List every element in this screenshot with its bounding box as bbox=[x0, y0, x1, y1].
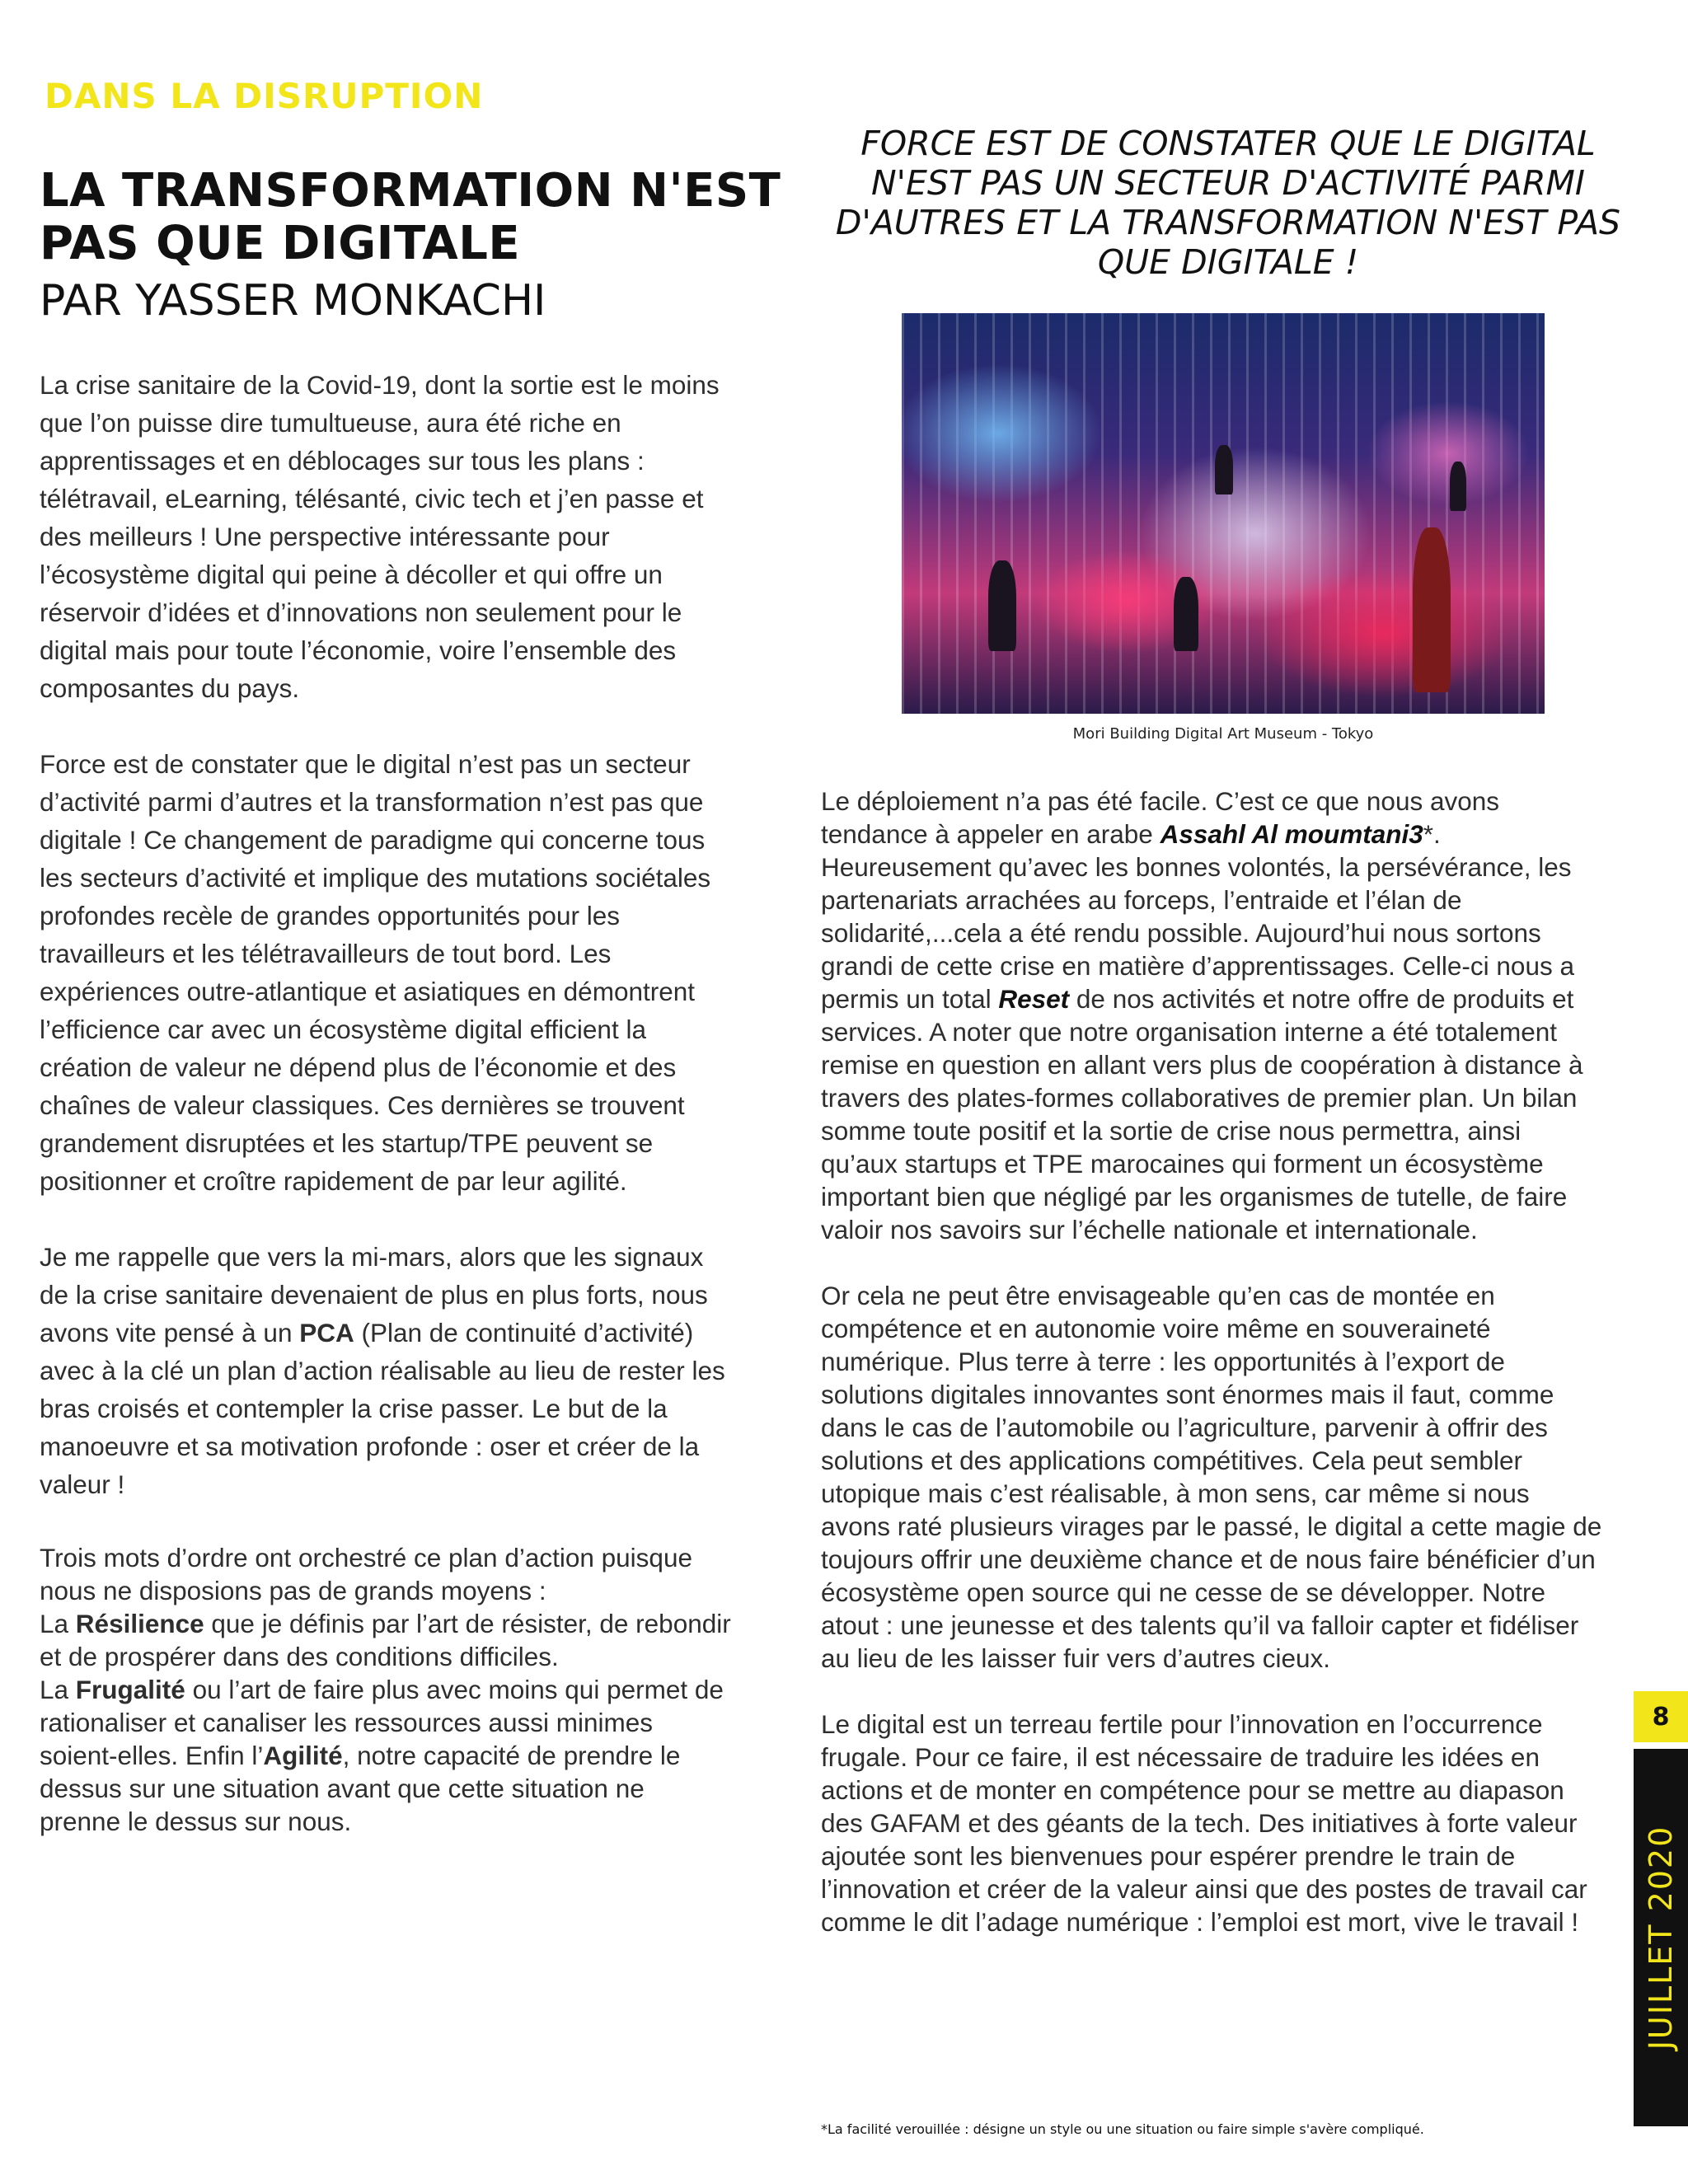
deployment-text-after: de nos activités et notre offre de produits et services. A noter que notre organisation interne a été totalement remise en question en allant vers plus de coopération à distance à travers des plates-formes collaboratives de premier plan. Un bilan somme toute positif et la sortie de crise nous permettra, ainsi qu’aux startups et TPE marocaines qui forment un écosystème important bien que négligé par les organismes de tutelle, de faire valoir nos savoirs sur l’échelle nationale et internationale. bbox=[821, 984, 1583, 1244]
paragraph-pca bbox=[40, 1238, 732, 1503]
paragraph-three-words bbox=[40, 1541, 732, 1838]
paragraph-sovereignty: Or cela ne peut être envisageable qu’en cas de montée en compétence et en autonomie voire même en souveraineté numérique. Plus terre à terre : les opportunités à l’export de solutions digitales innovantes sont énormes mais il faut, comme dans le cas de l’automobile ou l’agriculture, parvenir à offrir des solutions et des applications compétitives. Cela peut sembler utopique mais c’est réalisable, à mon sens, car même si nous avons raté plusieurs virages par le passé, le digital a cette magie de toujours offrir une deuxième chance et de nous faire bénéficier d’un écosystème open source qui ne cesse de se développer. Notre atout : une jeunesse et des talents qu’il va falloir capter et fidéliser au lieu de les laisser fuir vers d’autres cieux. bbox=[821, 1281, 1602, 1673]
agilite-definition: , notre capacité de prendre le dessus sur une situation avant que cette situation ne prenne le dessus sur nous. bbox=[40, 1741, 681, 1836]
arabic-term: Assahl Al moumtani3 bbox=[1160, 819, 1423, 849]
right-column bbox=[821, 785, 1604, 1971]
resilience-definition: que je définis par l’art de résister, de rebondir et de prospérer dans des conditions difficiles. bbox=[40, 1609, 731, 1671]
frugalite-term: Frugalité bbox=[75, 1675, 185, 1704]
deployment-text-before: Le déploiement n’a pas été facile. C’est ce que nous avons tendance à appeler en arabe bbox=[821, 786, 1500, 849]
visitor-figure bbox=[1413, 527, 1451, 692]
pull-quote: FORCE EST DE CONSTATER QUE LE DIGITAL N'EST PAS UN SECTEUR D'ACTIVITÉ PARMI D'AUTRES ET LA TRANSFORMATION N'EST PAS QUE DIGITALE ! bbox=[835, 124, 1621, 282]
frugalite-definition: ou l’art de faire plus avec moins qui permet de rationaliser et canaliser les ressources aussi minimes soient-elles. Enfin l’ bbox=[40, 1675, 724, 1770]
museum-photo bbox=[902, 313, 1545, 714]
left-column bbox=[40, 366, 732, 1876]
resilience-prefix: La bbox=[40, 1609, 76, 1638]
reset-term: Reset bbox=[998, 984, 1070, 1014]
issue-date-sidebar bbox=[1634, 1749, 1688, 2126]
visitor-figure bbox=[1215, 445, 1233, 494]
paragraph-paradigm: Force est de constater que le digital n’est pas un secteur d’activité parmi d’autres et la transformation n’est pas que digitale ! Ce changement de paradigme qui concerne tous les secteurs d’activité et implique des mutations sociétales profondes recèle de grandes opportunités pour les travailleurs et les télétravailleurs de tout bord. Les expériences outre-atlantique et asiatiques en démontrent l’efficience car avec un écosystème digital efficient la création de valeur ne dépend plus de l’économie et des chaînes de valeur classiques. Ces dernières se trouvent grandement disruptées et les startup/TPE peuvent se positionner et croître rapidement de par leur agilité. bbox=[40, 749, 711, 1196]
resilience-term: Résilience bbox=[75, 1609, 204, 1638]
visitor-figure bbox=[1174, 577, 1198, 651]
agilite-term: Agilité bbox=[263, 1741, 343, 1770]
visitor-figure bbox=[988, 560, 1016, 651]
pca-text-after: (Plan de continuité d’activité) avec à la clé un plan d’action réalisable au lieu de rester les bras croisés et contempler la crise passer. Le but de la manoeuvre et sa motivation profonde : oser et créer de la valeur ! bbox=[40, 1318, 725, 1499]
section-tag: DANS LA DISRUPTION bbox=[45, 76, 484, 116]
paragraph-deployment bbox=[821, 785, 1604, 1246]
photo-caption: Mori Building Digital Art Museum - Tokyo bbox=[1072, 725, 1374, 743]
deployment-text-middle: *. Heureusement qu’avec les bonnes volontés, la persévérance, les partenariats arrachées au forceps, l’entraide et l’élan de solidarité,...cela a été rendu possible. Aujourd’hui nous sortons grandi de cette crise en matière d’apprentissages. Celle-ci nous a permis un total bbox=[821, 819, 1574, 1014]
paragraph-intro: La crise sanitaire de la Covid-19, dont la sortie est le moins que l’on puisse dire tumultueuse, aura été riche en apprentissages et en déblocages sur tous les plans : télétravail, eLearning, télésanté, civic tech et j’en passe et des meilleurs ! Une perspective intéressante pour l’écosystème digital qui peine à décoller et qui offre un réservoir d’idées et d’innovations non seulement pour le digital mais pour toute l’économie, voire l’ensemble des composantes du pays. bbox=[40, 370, 720, 703]
article-byline: PAR YASSER MONKACHI bbox=[40, 276, 546, 326]
issue-date: JUILLET 2020 bbox=[1643, 1825, 1679, 2050]
pca-text-before: Je me rappelle que vers la mi-mars, alors que les signaux de la crise sanitaire devenaient de plus en plus forts, nous avons vite pensé à un bbox=[40, 1242, 708, 1347]
footnote: *La facilité verouillée : désigne un style ou une situation ou faire simple s'avère compliqué. bbox=[821, 2121, 1424, 2137]
paragraph-conclusion: Le digital est un terreau fertile pour l’innovation en l’occurrence frugale. Pour ce faire, il est nécessaire de traduire les idées en actions et de monter en compétence pour se mettre au diapason des GAFAM et des géants de la tech. Des initiatives à forte valeur ajoutée sont les bienvenues pour espérer prendre le train de l’innovation et créer de la valeur ainsi que des postes de travail car comme le dit l’adage numérique : l’emploi est mort, vive le travail ! bbox=[821, 1709, 1587, 1937]
pca-term: PCA bbox=[299, 1318, 354, 1347]
frugalite-prefix: La bbox=[40, 1675, 76, 1704]
three-words-intro: Trois mots d’ordre ont orchestré ce plan d’action puisque nous ne disposions pas de grands moyens : bbox=[40, 1543, 692, 1605]
page-number: 8 bbox=[1634, 1691, 1688, 1742]
visitor-figure bbox=[1450, 462, 1466, 511]
article-headline: LA TRANSFORMATION N'EST PAS QUE DIGITALE bbox=[40, 164, 781, 270]
